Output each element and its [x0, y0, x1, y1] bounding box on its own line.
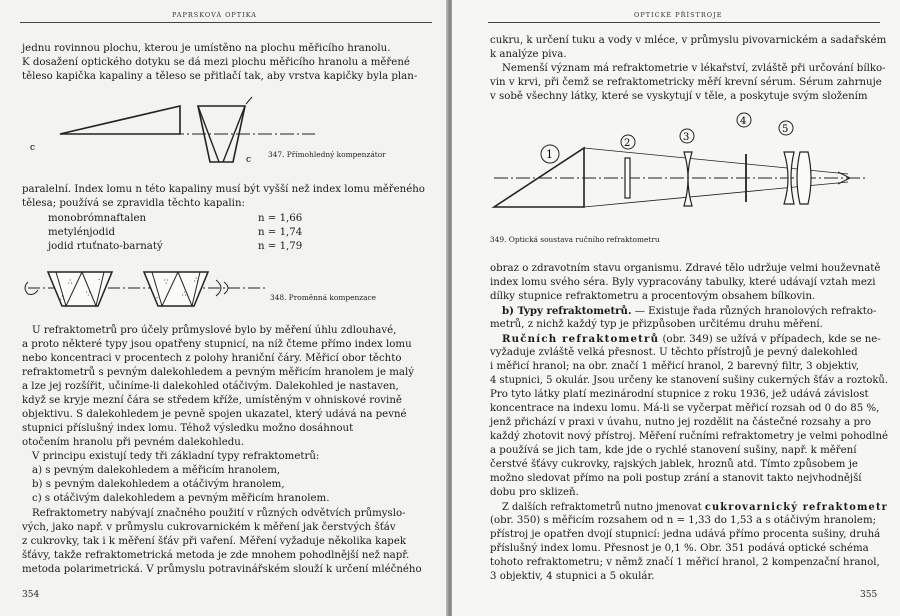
right-text-line: vyžaduje zvláště velká přesnost. U těchto přístrojů je pevný dalekohled	[490, 347, 858, 358]
hand-refractometer-term: Ručních refraktometrů	[502, 333, 660, 345]
left-header-rule	[20, 22, 432, 23]
left-text-line: metoda polarimetrická. V průmyslu potravinářském slouží k určení mléčného	[22, 564, 422, 575]
right-page-number: 355	[860, 590, 878, 600]
right-text-line: přístroj je opatřen dvojí stupnicí: jedna udává přímo procenta sušiny, druhá	[490, 529, 881, 540]
left-text-line: a lze jej rozšířit, učiníme-li dalekohled otáčivým. Dalekohled je nastaven,	[22, 381, 399, 392]
left-text-line: stupnici příslušný index lomu. Téhož výsledku možno dosáhnout	[22, 423, 354, 434]
svg-text:∴: ∴	[194, 276, 199, 284]
left-text-line: tělesa; používá se zpravidla těchto kapalin:	[22, 198, 245, 209]
svg-text:·: ·	[156, 294, 159, 302]
list-item-b: b) s pevným dalekohledem a otáčivým hranolem,	[32, 479, 285, 490]
right-text-line: jenž přichází v praxi v úvahu, nutno jej rozdělit na částečné rozsahy a pro	[490, 417, 871, 428]
liquid-name: jodid rtuťnato-barnatý	[48, 241, 163, 252]
hand-refractometer-line	[502, 333, 881, 346]
label-4: 4	[740, 116, 747, 127]
right-text-line: Pro tyto látky platí mezinárodní stupnice z roku 1936, jež udává závislost	[490, 389, 869, 400]
left-text-line: vých, jako např. v průmyslu cukrovarnickém k měření jak čerstvých šťáv	[22, 522, 396, 533]
fig347-prism-left	[60, 106, 180, 134]
left-text-line: Refraktometry nabývají značného použití v různých odvětvích průmyslo-	[32, 508, 406, 519]
right-text-line: obraz o zdravotním stavu organismu. Zdravé tělo udržuje velmi houževnatě	[490, 263, 881, 274]
liquid-index: n = 1,74	[258, 227, 303, 238]
right-text-line: v sobě všechny látky, které se vyskytují v těle, a poskytuje svým složením	[490, 91, 868, 102]
left-running-header: PAPRSKOVÁ OPTIKA	[172, 11, 257, 19]
list-item-c: c) s otáčivým dalekohledem a pevným měřicím hranolem.	[32, 493, 330, 504]
svg-text:∵: ∵	[164, 278, 169, 286]
section-b-text: — Existuje řada různých hranolových refrakto-	[631, 306, 877, 317]
fig348-caption: 348. Proměnná kompenzace	[270, 293, 377, 302]
right-text-line: a používá se jich tam, kde jde o rychlé stanovení sušiny, např. k měření	[490, 445, 857, 456]
left-text-line: refraktometrů s pevným dalekohledem a pevným měřicím hranolem je malý	[22, 367, 415, 378]
left-text-line: objektivu. S dalekohledem je pevně spojen ukazatel, který udává na pevné	[22, 409, 407, 420]
left-text-line: když se kryje mezní čára se středem kříže, umístěným v ohniskové rovině	[22, 395, 402, 406]
fig348-prism-group-right	[144, 272, 228, 306]
fig349-caption: 349. Optická soustava ručního refraktometru	[490, 235, 660, 244]
liquid-index: n = 1,79	[258, 241, 303, 252]
figure-347-compensator	[20, 92, 430, 172]
label-1: 1	[546, 148, 553, 161]
right-text-line: dílky stupnice refraktometru a procentovým obsahem bílkovin.	[490, 291, 816, 302]
svg-text:∴: ∴	[60, 294, 65, 302]
left-text-line: V principu existují tedy tři základní typy refraktometrů:	[32, 451, 320, 462]
left-text-line: a proto některé typy jsou opatřeny stupnicí, na níž čteme přímo index lomu	[22, 339, 412, 350]
liquid-index: n = 1,66	[258, 213, 303, 224]
left-text-line: těleso kapička kapaliny a těleso se přitlačí tak, aby vrstva kapičky byla plan-	[22, 71, 418, 82]
right-text-line: cukru, k určení tuku a vody v mléce, v průmyslu pivovarnickém a sadařském	[490, 35, 887, 46]
right-running-header: OPTICKÉ PŘÍSTROJE	[634, 11, 723, 19]
eyepiece-lens-b	[797, 152, 811, 204]
right-text-line: (obr. 350) s měřicím rozsahem od n = 1,33 do 1,53 a s otáčivým hranolem;	[490, 515, 877, 526]
right-text-line: vin v krvi, při čemž se refraktometricky měří krevní sérum. Sérum zahrnuje	[490, 77, 882, 88]
left-text-line: šťávy, takže refraktometrická metoda je zde mnohem pohodlnější než např.	[22, 550, 410, 561]
fig347-caption: 347. Přímohledný kompenzátor	[268, 150, 386, 159]
left-text-line: nebo koncentraci v procentech z polohy hraniční čáry. Měřicí obor těchto	[22, 353, 402, 364]
right-text-line: čerstvé šťávy cukrovky, rajských jablek, hroznů atd. Tímto způsobem je	[490, 459, 858, 470]
right-text-line: tohoto refraktometru; v němž značí 1 měřicí hranol, 2 kompenzační hranol,	[490, 557, 880, 568]
left-text-line: paralelní. Index lomu n této kapaliny musí být vyšší než index lomu měřeného	[22, 184, 425, 195]
right-text-line: koncentrace na indexu lomu. Má-li se vyčerpat měřicí rozsah od 0 do 85 %,	[490, 403, 880, 414]
sugar-refractometer-intro: Z dalších refraktometrů nutno jmenovat	[502, 502, 705, 513]
left-text-line: U refraktometrů pro účely průmyslové bylo by měření úhlu zdlouhavé,	[32, 325, 397, 336]
color-filter	[625, 158, 630, 198]
right-page	[452, 0, 900, 616]
liquid-name: metylénjodid	[48, 227, 115, 238]
fig347-label-c: c	[30, 143, 36, 153]
right-text-line: možno sledovat přímo na poli postup zrání a stanovit takto nejvhodnější	[490, 473, 862, 484]
right-text-line: i měřicí hranol; na obr. značí 1 měřicí hranol, 2 barevný filtr, 3 objektiv,	[490, 361, 860, 372]
left-page	[0, 0, 448, 616]
right-text-line: Nemenší význam má refraktometrie v lékařství, zvláště při určování bílko-	[502, 63, 886, 74]
label-2: 2	[624, 138, 631, 149]
liquid-name: monobrómnaftalen	[48, 213, 147, 224]
right-text-line: metrů, z nichž každý typ je přizpůsoben určitému druhu měření.	[490, 319, 823, 330]
section-b-line	[502, 305, 876, 318]
section-b-title: b) Typy refraktometrů.	[502, 305, 632, 317]
svg-text:∴: ∴	[182, 290, 187, 298]
fig348-prism-group-left	[25, 272, 112, 306]
left-text-line: z cukrovky, tak i k měření šťáv při vaření. Měření vyžaduje několika kapek	[22, 536, 407, 547]
fig347-label-c2: c	[246, 155, 252, 165]
label-3: 3	[683, 132, 690, 143]
figure-348-variable-compensation	[20, 264, 280, 314]
objective-lens	[684, 152, 692, 206]
right-text-line: k analýze piva.	[490, 49, 567, 60]
right-text-line: 4 stupnici, 5 okulár. Jsou určeny ke stanovení sušiny cukerných šťáv a roztoků.	[490, 375, 888, 386]
list-item-a: a) s pevným dalekohledem a měřicím hranolem,	[32, 465, 281, 476]
right-text-line: příslušný index lomu. Přesnost je 0,1 %. Obr. 351 podává optické schéma	[490, 543, 869, 554]
label-5: 5	[782, 124, 789, 135]
svg-text:∵: ∵	[86, 290, 91, 298]
sugar-refractometer-line	[502, 501, 888, 514]
svg-text:·: ·	[98, 276, 101, 284]
left-text-line: K dosažení optického dotyku se dá mezi plochu měřicího hranolu a měřené	[22, 57, 410, 68]
left-page-number: 354	[22, 590, 40, 600]
right-text-line: 3 objektiv, 4 stupnici a 5 okulár.	[490, 571, 655, 582]
right-text-line: index lomu svého séra. Byly vypracovány tabulky, které udávají vztah mezi	[490, 277, 876, 288]
figure-349-optical-system	[488, 110, 882, 232]
left-text-line: jednu rovinnou plochu, kterou je umístěno na plochu měřicího hranolu.	[22, 43, 391, 54]
right-header-rule	[488, 22, 880, 23]
sugar-refractometer-term: cukrovarnický refraktometr	[704, 501, 888, 513]
right-text-line: dobu pro sklizeň.	[490, 487, 579, 498]
left-text-line: otočením hranolu při pevném dalekohledu.	[22, 437, 245, 448]
hand-refractometer-text: (obr. 349) se užívá v případech, kde se ne-	[659, 334, 881, 345]
right-text-line: každý zhotovit nový přístroj. Měření ručními refraktometry je velmi pohodlné	[490, 431, 888, 442]
svg-text:∴: ∴	[68, 278, 73, 286]
